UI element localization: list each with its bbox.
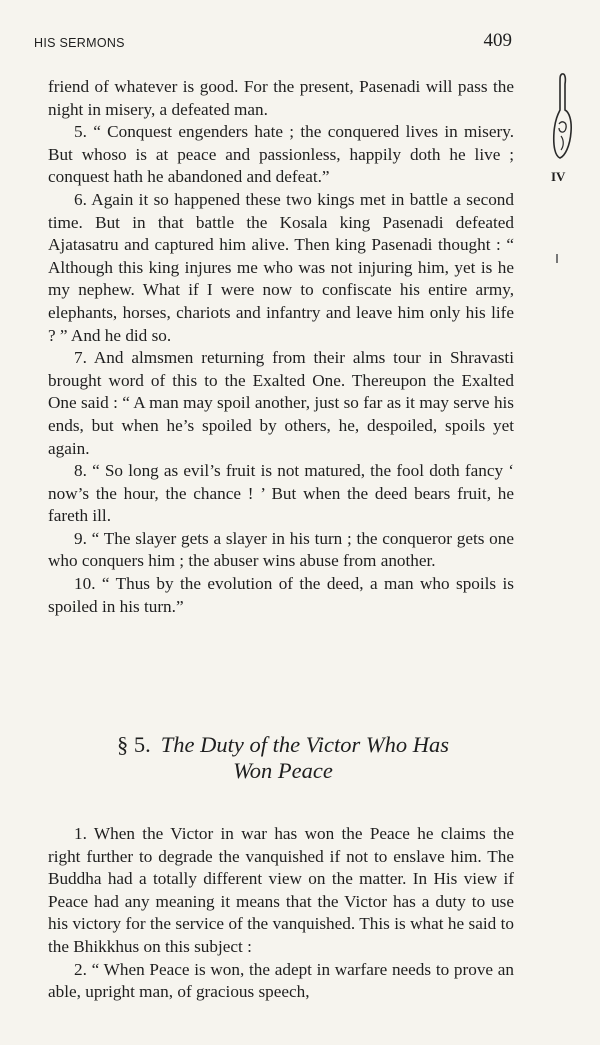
running-head: HIS SERMONS — [34, 36, 125, 50]
section-number: § 5. — [116, 732, 151, 757]
paragraph-6: 6. Again it so happened these two kings met in battle a second time. But in that battle the Kosala king Pasenadi defeated Ajatasatru and captured him alive. Then king Pasenadi thought : “ Although this king injures me who was not injuring him, yet is he my nephew. What if I were now to confiscate his entire army, elephants, horses, chariots and infantry and leave him only his life ? ” And he did so. — [48, 189, 514, 345]
paragraph-7: 7. And almsmen returning from their alms tour in Shravasti brought word of this to the Exalted One. Thereupon the Exalted One said : “ A man may spoil another, just so far as it may serve his ends, but when he’s spoiled by others, he, despoiled, spoils yet again. — [48, 348, 514, 458]
paragraph-1: 1. When the Victor in war has won the Peace he claims the right further to degrade the vanquished if not to enslave him. The Buddha had a totally different view on the matter. In His view if Peace had any meaning it means that the Victor has a duty to use his victory for the service of the vanquished. This is what he said to the Bhikkhus on this subject : — [48, 824, 514, 956]
section-heading — [50, 732, 516, 784]
section-title-line-1: The Duty of the Victor Who Has — [160, 732, 450, 757]
page-number: 409 — [483, 30, 512, 51]
body-text-top — [48, 76, 514, 618]
paragraph-continuation: friend of whatever is good. For the present, Pasenadi will pass the night in misery, a defeated man. — [48, 77, 514, 119]
section-heading-line-1 — [50, 732, 516, 758]
paragraph-2: 2. “ When Peace is won, the adept in warfare needs to prove an able, upright man, of gracious speech, — [48, 959, 514, 1002]
paragraph-5: 5. “ Conquest engenders hate ; the conquered lives in misery. But whoso is at peace and passionless, happily doth he live ; conquest hath he abandoned and defeat.” — [48, 122, 514, 187]
body-text-bottom — [48, 823, 514, 1004]
pointing-hand-icon — [550, 70, 576, 166]
paragraph-10: 10. “ Thus by the evolution of the deed, a man who spoils is spoiled in his turn.” — [48, 574, 514, 616]
section-title-line-2: Won Peace — [233, 758, 333, 783]
chapter-mark: IV — [551, 169, 566, 184]
margin-speck — [556, 254, 558, 263]
paragraph-8: 8. “ So long as evil’s fruit is not matured, the fool doth fancy ‘ now’s the hour, the chance ! ’ But when the deed bears fruit, he fareth ill. — [48, 461, 514, 526]
paragraph-9: 9. “ The slayer gets a slayer in his turn ; the conqueror gets one who conquers him ; the abuser wins abuse from another. — [48, 528, 514, 571]
